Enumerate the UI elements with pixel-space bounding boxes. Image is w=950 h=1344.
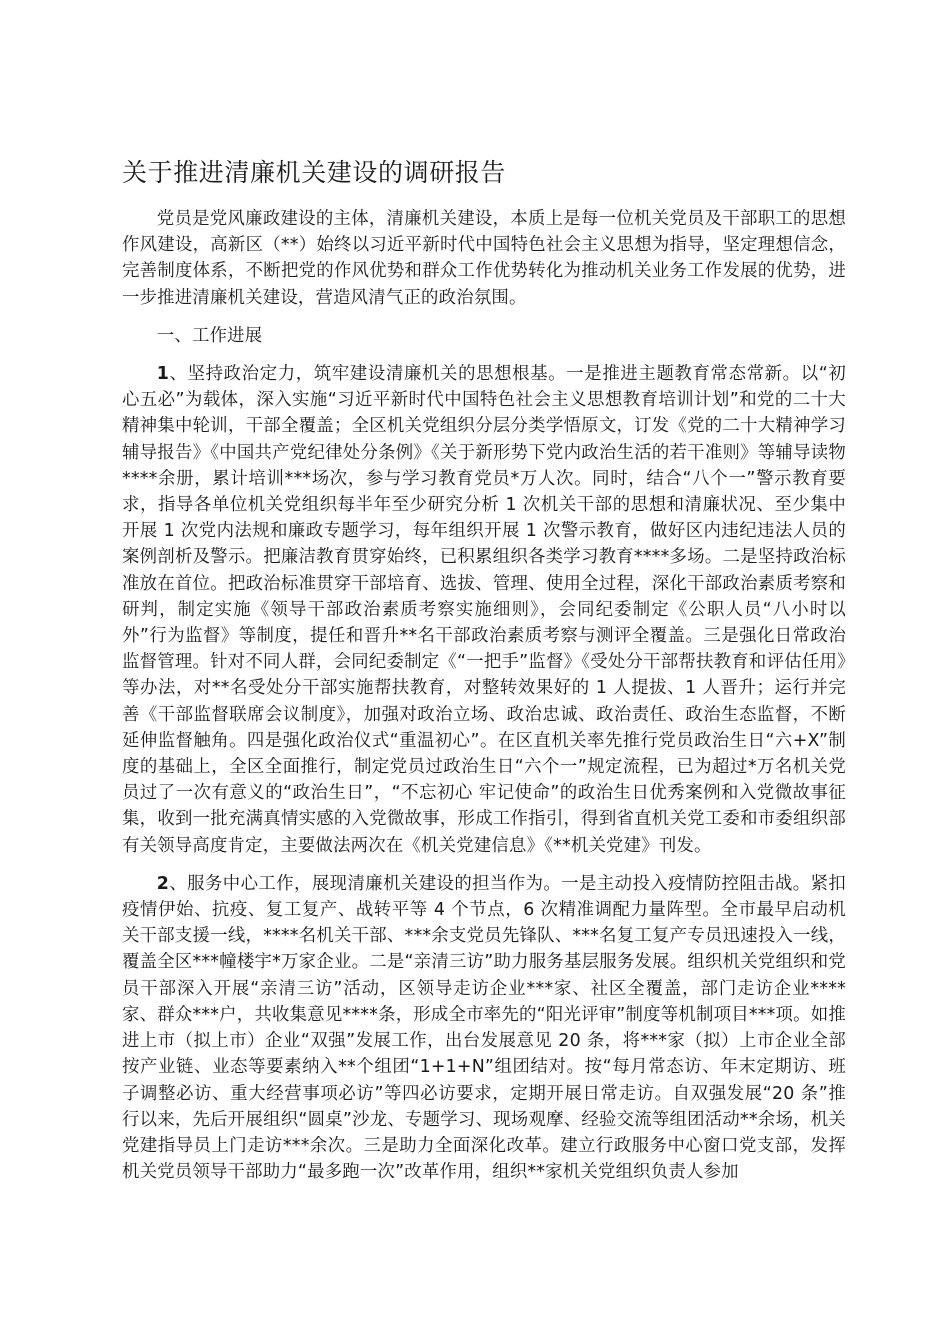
- item-2-text: 、服务中心工作，展现清廉机关建设的担当作为。一是主动投入疫情防控阻击战。紧扣疫情伊始、抗疫、复工复产、战转平等 4 个节点，6 次精准调配力量阵型。全市最早启动机关干部支援一线，****名机关干部、***余支党员先锋队、***名复工复产专员迅速投入一线，覆盖全区***幢楼宇*万家企业。二是“亲清三访”助力服务基层服务发展。组织机关党组织和党员干部深入开展“亲清三访”活动，区领导走访企业***家、社区全覆盖，部门走访企业****家、群众***户，共收集意见****条，形成全市率先的“阳光评审”制度等机制项目***项。如推进上市（拟上市）企业“双强”发展工作，出台发展意见 20 条，将***家（拟）上市企业全部按产业链、业态等要素纳入**个组团“1+1+N”组团结对。按“每月常态访、年末定期访、班子调整必访、重大经营事项必访”等四必访要求，定期开展日常走访。自双强发展“20 条”推行以来，先后开展组织“圆桌”沙龙、专题学习、现场观摩、经验交流等组团活动**余场，机关党建指导员上门走访***余次。三是助力全面深化改革。建立行政服务中心窗口党支部，发挥机关党员领导干部助力“最多跑一次”改革作用，组织**家机关党组织负责人参加: [122, 873, 846, 1183]
- item-2-paragraph: [122, 871, 846, 1185]
- item-1-number: 1: [156, 364, 170, 385]
- document-body: [122, 206, 846, 1197]
- section-heading-work-progress: 一、工作进展: [156, 325, 263, 346]
- document-title: 关于推进清廉机关建设的调研报告: [122, 158, 507, 187]
- item-1-text: 、坚持政治定力，筑牢建设清廉机关的思想根基。一是推进主题教育常态常新。以“初心五必”为载体，深入实施“习近平新时代中国特色社会主义思想教育培训计划”和党的二十大精神集中轮训，干部全覆盖；全区机关党组织分层分类学悟原文，订发《党的二十大精神学习辅导报告》《中国共产党纪律处分条例》《关于新形势下党内政治生活的若干准则》等辅导读物****余册，累计培训***场次，参与学习教育党员*万人次。同时，结合“八个一”警示教育要求，指导各单位机关党组织每半年至少研究分析 1 次机关干部的思想和清廉状况、至少集中开展 1 次党内法规和廉政专题学习，每年组织开展 1 次警示教育，做好区内违纪违法人员的案例剖析及警示。把廉洁教育贯穿始终，已积累组织各类学习教育****多场。二是坚持政治标准放在首位。把政治标准贯穿干部培育、选拔、管理、使用全过程，深化干部政治素质考察和研判，制定实施《领导干部政治素质考察实施细则》，会同纪委制定《公职人员“八小时以外”行为监督》等制度，提任和晋升**名干部政治素质考察与测评全覆盖。三是强化日常政治监督管理。针对不同人群，会同纪委制定《“一把手”监督》《受处分干部帮扶教育和评估任用》等办法，对**名受处分干部实施帮扶教育，对整转效果好的 1 人提拔、1 人晋升；运行并完善《干部监督联席会议制度》，加强对政治立场、政治忠诚、政治责任、政治生态监督，不断延伸监督触角。四是强化政治仪式“重温初心”。在区直机关率先推行党员政治生日“六+X”制度的基础上，全区全面推行，制定党员过政治生日“六个一”规定流程，已为超过*万名机关党员过了一次有意义的“政治生日”，“不忘初心 牢记使命”的政治生日优秀案例和入党微故事征集，收到一批充满真情实感的入党微故事，形成工作指引，得到省直机关党工委和市委组织部有关领导高度肯定，主要做法两次在《机关党建信息》《**机关党建》刊发。: [122, 364, 846, 856]
- item-1-paragraph: [122, 361, 846, 859]
- item-2-number: 2: [156, 873, 170, 894]
- intro-paragraph: 党员是党风廉政建设的主体，清廉机关建设，本质上是每一位机关党员及干部职工的思想作风建设，高新区（**）始终以习近平新时代中国特色社会主义思想为指导，坚定理想信念，完善制度体系，不断把党的作风优势和群众工作优势转化为推动机关业务工作发展的优势，进一步推进清廉机关建设，营造风清气正的政治氛围。: [122, 209, 846, 308]
